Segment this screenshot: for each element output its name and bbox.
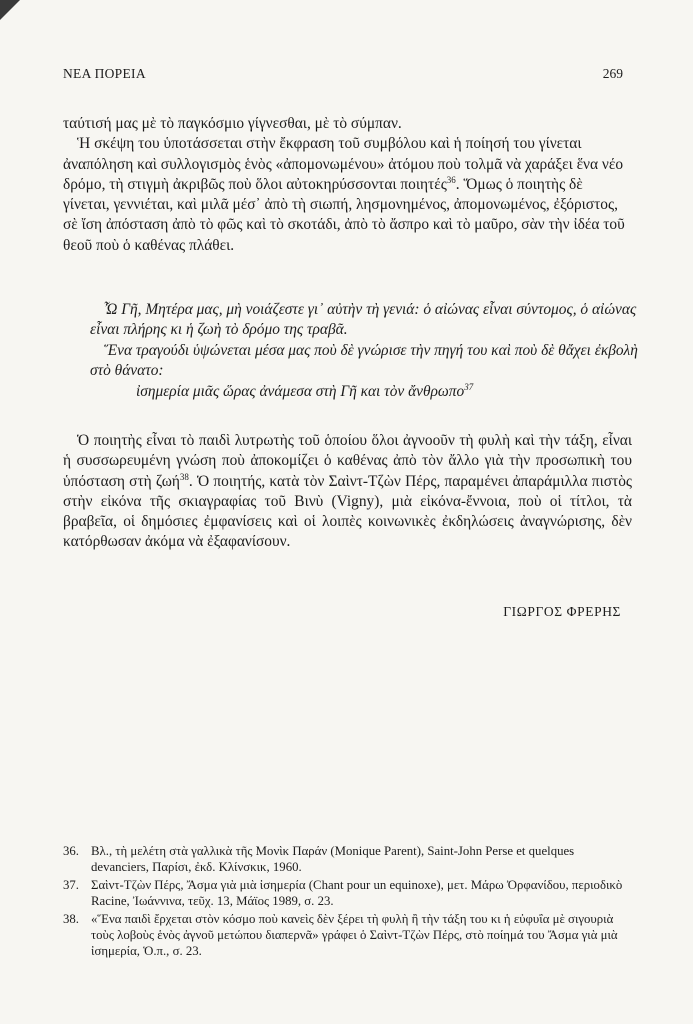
running-head: ΝΕΑ ΠΟΡΕΙΑ <box>63 66 146 81</box>
paragraph-2-tail: . Ὅμως ὁ ποιητὴς δὲ γίνεται, γεννιέται, καὶ μιλᾶ μέσ᾽ ἀπὸ τὴ σιωπή, λησμονημένος, ἀπομονωμένος, ἐξόριστος, σὲ ἴση ἀπόσταση ἀπὸ τὸ φῶς καὶ τὸ σκοτάδι, ἀπὸ τὸ ἄσπρο καὶ τὸ μαῦρο, σὰν τὴν ἰδέα τοῦ θεοῦ ποὺ ὁ καθένας πλάθει. <box>63 175 625 254</box>
footnote-36 <box>63 843 633 876</box>
footnote-ref-37: 37 <box>464 381 474 392</box>
footnote-text: «Ἕνα παιδὶ ἔρχεται στὸν κόσμο ποὺ κανεὶς δὲν ξέρει τὴ φυλὴ ἢ τὴν τάξη του κι ἡ εὐφυΐα μὲ σιγουριὰ τοὺς λοβοὺς ἑνὸς ἀγνοῦ μετώπου διαπερνᾶ» γράφει ὁ Σαὶντ-Τζὼν Πέρς, στὸ ποίημά του Ἄσμα γιὰ μιὰ ἰσημερία, Ὁ.π., σ. 23. <box>91 911 618 959</box>
poem-stanza-1: Ὦ Γῆ, Μητέρα μας, μὴ νοιάζεστε γι᾽ αὐτὴν τὴ γενιά: ὁ αἰώνας εἶναι σύντομος, ὁ αἰώνας εἶναι πλήρης κι ἡ ζωὴ τὸ δρόμο της τραβᾶ. <box>90 301 637 339</box>
poem-stanza-2: Ἕνα τραγούδι ὑψώνεται μέσα μας ποὺ δὲ γνώρισε τὴν πηγή του καὶ ποὺ δὲ θἄχει ἐκβολὴ στὸ θάνατο: <box>90 341 638 380</box>
poem-quotation <box>90 300 638 402</box>
poem-stanza-3 <box>90 382 638 402</box>
footnote-ref-36: 36 <box>446 174 456 185</box>
footnote-number: 37. <box>63 877 79 892</box>
author-signature: ΓΙΩΡΓΟΣ ΦΡΕΡΗΣ <box>503 604 621 619</box>
paragraph-2 <box>63 134 632 256</box>
body-paragraph-3 <box>63 431 632 553</box>
page-corner-fold <box>0 0 20 20</box>
page-number: 269 <box>602 66 623 81</box>
footnote-text: Σαὶντ-Τζὼν Πέρς, Ἄσμα γιὰ μιὰ ἰσημερία (Chant pour un equinoxe), μετ. Μάρω Ὀρφανίδου, περιοδικὸ Racine, Ἰωάννινα, τεῦχ. 13, Μάϊος 1989, σ. 23. <box>91 877 623 909</box>
paragraph-continuation: ταύτισή μας μὲ τὸ παγκόσμιο γίγνεσθαι, μὲ τὸ σύμπαν. <box>63 115 402 132</box>
footnotes <box>63 843 633 961</box>
poem-stanza-3-text: ἰσημερία μιᾶς ὥρας ἀνάμεσα στὴ Γῆ και τὸν ἄνθρωπο <box>136 382 465 400</box>
footnote-37 <box>63 877 633 910</box>
footnote-38 <box>63 911 633 960</box>
footnote-text: Βλ., τὴ μελέτη στὰ γαλλικὰ τῆς Μονὶκ Παράν (Monique Parent), Saint-John Perse et quelques devanciers, Παρίσι, ἐκδ. Κλίνσκικ, 1960. <box>91 844 575 875</box>
body-paragraph-1 <box>63 114 632 256</box>
footnote-number: 36. <box>63 844 79 858</box>
footnote-number: 38. <box>63 911 79 926</box>
paragraph-2-text: Ἡ σκέψη του ὑποτάσσεται στὴν ἔκφραση τοῦ συμβόλου καὶ ἡ ποίησή του γίνεται ἀναπόληση καὶ συλλογισμὸς ἑνὸς «ἀπομονωμένου» ἀτόμου ποὺ τολμᾶ νὰ χαράξει ἕνα νέο δρόμο, τὴ στιγμὴ ἀκριβῶς ποὺ ὅλοι αὐτοκηρύσσονται ποιητές <box>63 135 624 193</box>
paragraph-3-tail: . Ὁ ποιητής, κατὰ τὸν Σαὶντ-Τζὼν Πέρς, παραμένει ἀπαράμιλλα πιστὸς στὴν εἰκόνα τῆς σκιαγραφίας τοῦ Βινὺ (Vigny), μιὰ εἰκόνα-ἔννοια, ποὺ οἱ τίτλοι, τὰ βραβεῖα, οἱ δημόσιες ἐμφανίσεις καὶ οἱ λοιπὲς κοινωνικὲς ἐκδηλώσεις ἀναγνώρισης, δὲν κατόρθωσαν ἀκόμα νὰ ἐξαφανίσουν. <box>63 472 632 551</box>
paragraph-3-text: Ὁ ποιητὴς εἶναι τὸ παιδὶ λυτρωτὴς τοῦ ὁποίου ὅλοι ἀγνοοῦν τὴ φυλὴ καὶ τὴν τάξη, εἶναι ἡ συσσωρευμένη γνώση ποὺ ἀποκομίζει ὁ καθένας ἀπὸ τὸν ἄλλο γιὰ τὴν προσωπικὴ του ὑπόσταση στὴ ζωή <box>63 432 632 490</box>
footnote-ref-38: 38 <box>179 471 189 482</box>
